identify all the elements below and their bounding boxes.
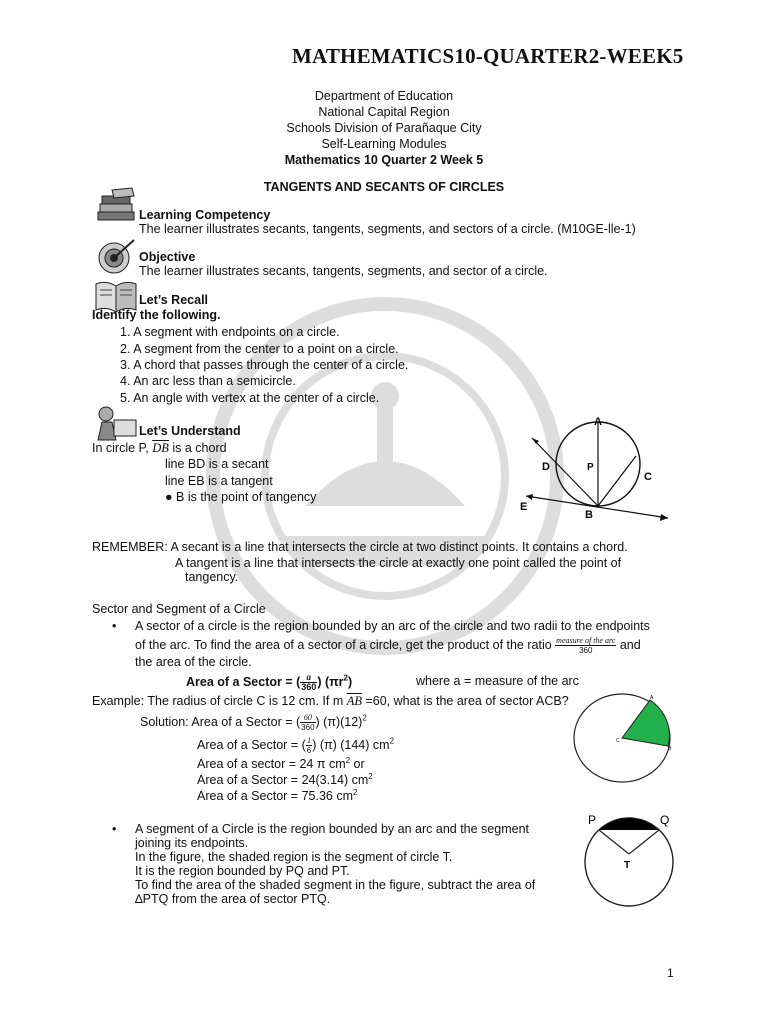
remember-line-2: A tangent is a line that intersects the circle at exactly one point called the point of: [175, 556, 622, 570]
sector-figure: [572, 690, 678, 786]
example-post: =60, what is the area of sector ACB?: [362, 694, 569, 708]
sector-def-line-1: A sector of a circle is the region bounded by an arc of the circle and two radii to the endpoints: [135, 619, 650, 633]
sector-label-b: B: [668, 746, 672, 752]
tangency-point-statement: ● B is the point of tangency: [165, 490, 317, 504]
sector-label-a: A: [650, 695, 654, 701]
sol1-post: ) (π)(12): [315, 714, 363, 729]
figure-label-c: C: [644, 471, 652, 483]
solution-line-5: [197, 788, 357, 803]
ratio-denominator: 360: [579, 646, 593, 655]
recall-heading: Let’s Recall: [139, 293, 209, 307]
sol3-pre: Area of a sector = 24 π cm: [197, 757, 346, 772]
recall-item-5: 5. An angle with vertex at the center of a circle.: [120, 391, 380, 405]
recall-item-1: 1. A segment with endpoints on a circle.: [120, 325, 340, 339]
sector-formula: [186, 673, 352, 692]
person-reading-icon: [94, 404, 140, 444]
sol5-pre: Area of a Sector = 75.36 cm: [197, 789, 353, 804]
sector-def-line-2-post: and: [619, 637, 641, 652]
sector-def-line-3: the area of the circle.: [135, 655, 252, 669]
segment-line-1: A segment of a Circle is the region bounded by an arc and the segment: [135, 822, 529, 836]
chord-symbol: $\overline{DB}$: [152, 441, 169, 455]
sol2-pre: Area of a Sector = (: [197, 737, 306, 752]
solution-line-2: [197, 736, 394, 755]
sector-def-line-2-pre: of the arc. To find the area of a sector of a circle, get the product of the ratio: [135, 637, 552, 652]
sol1-fraction: [300, 713, 315, 732]
segment-line-3: In the figure, the shaded region is the segment of circle T.: [135, 850, 453, 864]
sol4-pre: Area of a Sector = 24(3.14) cm: [197, 773, 369, 788]
figure-label-a: A: [594, 416, 602, 428]
understand-heading: Let’s Understand: [139, 424, 241, 438]
books-icon: [94, 186, 140, 226]
page-number: 1: [667, 966, 674, 980]
chord-post: is a chord: [168, 441, 227, 455]
sector-heading: Sector and Segment of a Circle: [92, 602, 266, 616]
formula-pre: Area of a Sector = (: [186, 674, 301, 689]
objective-heading: Objective: [139, 250, 196, 264]
recall-item-2: 2. A segment from the center to a point on a circle.: [120, 342, 399, 356]
remember-line-3: tangency.: [185, 570, 239, 584]
tangent-secant-figure: [508, 412, 674, 524]
sol4-exp: 2: [368, 772, 373, 781]
segment-line-6: ∆PTQ from the area of sector PTQ.: [135, 892, 331, 906]
sector-label-c: C: [616, 738, 620, 744]
formula-fraction: [300, 673, 317, 692]
sol1-num: 60: [300, 713, 315, 723]
segment-line-2: joining its endpoints.: [135, 836, 249, 850]
bullet-1: •: [112, 619, 117, 633]
segment-label-t: T: [624, 860, 631, 871]
example-pre: Example: The radius of circle C is 12 cm. If m: [92, 694, 347, 708]
solution-line-3: [197, 756, 365, 771]
competency-text: The learner illustrates secants, tangents, segments, and sectors of a circle. (M10GE-lle-1): [139, 222, 636, 236]
org-line-2: National Capital Region: [318, 105, 450, 119]
solution-line-4: [197, 772, 373, 787]
solution-line-1: [140, 713, 367, 732]
org-line-3: Schools Division of Parañaque City: [286, 121, 482, 135]
sol2-num: 1: [306, 736, 311, 745]
figure-label-p: P: [587, 462, 594, 473]
objective-text: The learner illustrates secants, tangents, segments, and sector of a circle.: [139, 264, 548, 278]
secant-statement: line BD is a secant: [165, 457, 269, 471]
sol1-den: 360: [301, 723, 315, 732]
chord-statement: [92, 441, 227, 456]
org-line-1: Department of Education: [314, 89, 454, 103]
chord-pre: In circle P,: [92, 441, 153, 455]
formula-where: where a = measure of the arc: [416, 674, 579, 688]
figure-label-e: E: [520, 501, 528, 513]
segment-line-5: To find the area of the shaded segment in the figure, subtract the area of: [135, 878, 536, 892]
ratio-numerator: measure of the arc: [556, 636, 616, 645]
sol1-exp: 2: [362, 713, 367, 723]
tangent-statement: line EB is a tangent: [165, 474, 273, 488]
recall-item-3: 3. A chord that passes through the center of a circle.: [120, 358, 409, 372]
bullet-2: •: [112, 822, 117, 836]
figure-label-b: B: [585, 509, 593, 521]
formula-frac-den: 360: [301, 682, 317, 692]
org-line-4: Self-Learning Modules: [321, 137, 447, 151]
example-arc: $\overline{AB}$: [346, 694, 362, 708]
topic-title: TANGENTS AND SECANTS OF CIRCLES: [263, 180, 505, 194]
ratio-fraction: [555, 636, 616, 655]
sol1-pre: Solution: Area of a Sector = (: [140, 714, 301, 729]
formula-close: ): [348, 674, 353, 689]
formula-post: ) (πr: [317, 674, 344, 689]
segment-figure: [582, 808, 680, 908]
sol3-post: or: [350, 757, 365, 772]
segment-label-q: Q: [660, 813, 670, 827]
example-statement: [92, 694, 569, 709]
sol2-den: 6: [306, 746, 312, 755]
recall-item-4: 4. An arc less than a semicircle.: [120, 374, 296, 388]
sol2-post: ) (π) (144) cm: [312, 737, 390, 752]
org-line-5: Mathematics 10 Quarter 2 Week 5: [284, 153, 484, 167]
page-header-title: MATHEMATICS10-QUARTER2-WEEK5: [292, 44, 684, 68]
sector-def-line-2: [135, 636, 641, 655]
sol5-exp: 2: [353, 788, 358, 797]
figure-label-d: D: [542, 461, 550, 473]
competency-heading: Learning Competency: [139, 208, 271, 222]
segment-label-p: P: [588, 813, 597, 827]
sol3-exp: 2: [345, 756, 351, 765]
remember-line-1: REMEMBER: A secant is a line that intersects the circle at two distinct points. It contains a chord.: [92, 540, 628, 554]
sol2-exp: 2: [389, 736, 395, 746]
formula-exp: 2: [343, 673, 348, 683]
recall-instruction: Identify the following.: [92, 308, 221, 322]
formula-frac-num: a: [300, 673, 317, 683]
target-icon: [94, 236, 138, 276]
segment-line-4: It is the region bounded by PQ and PT.: [135, 864, 350, 878]
